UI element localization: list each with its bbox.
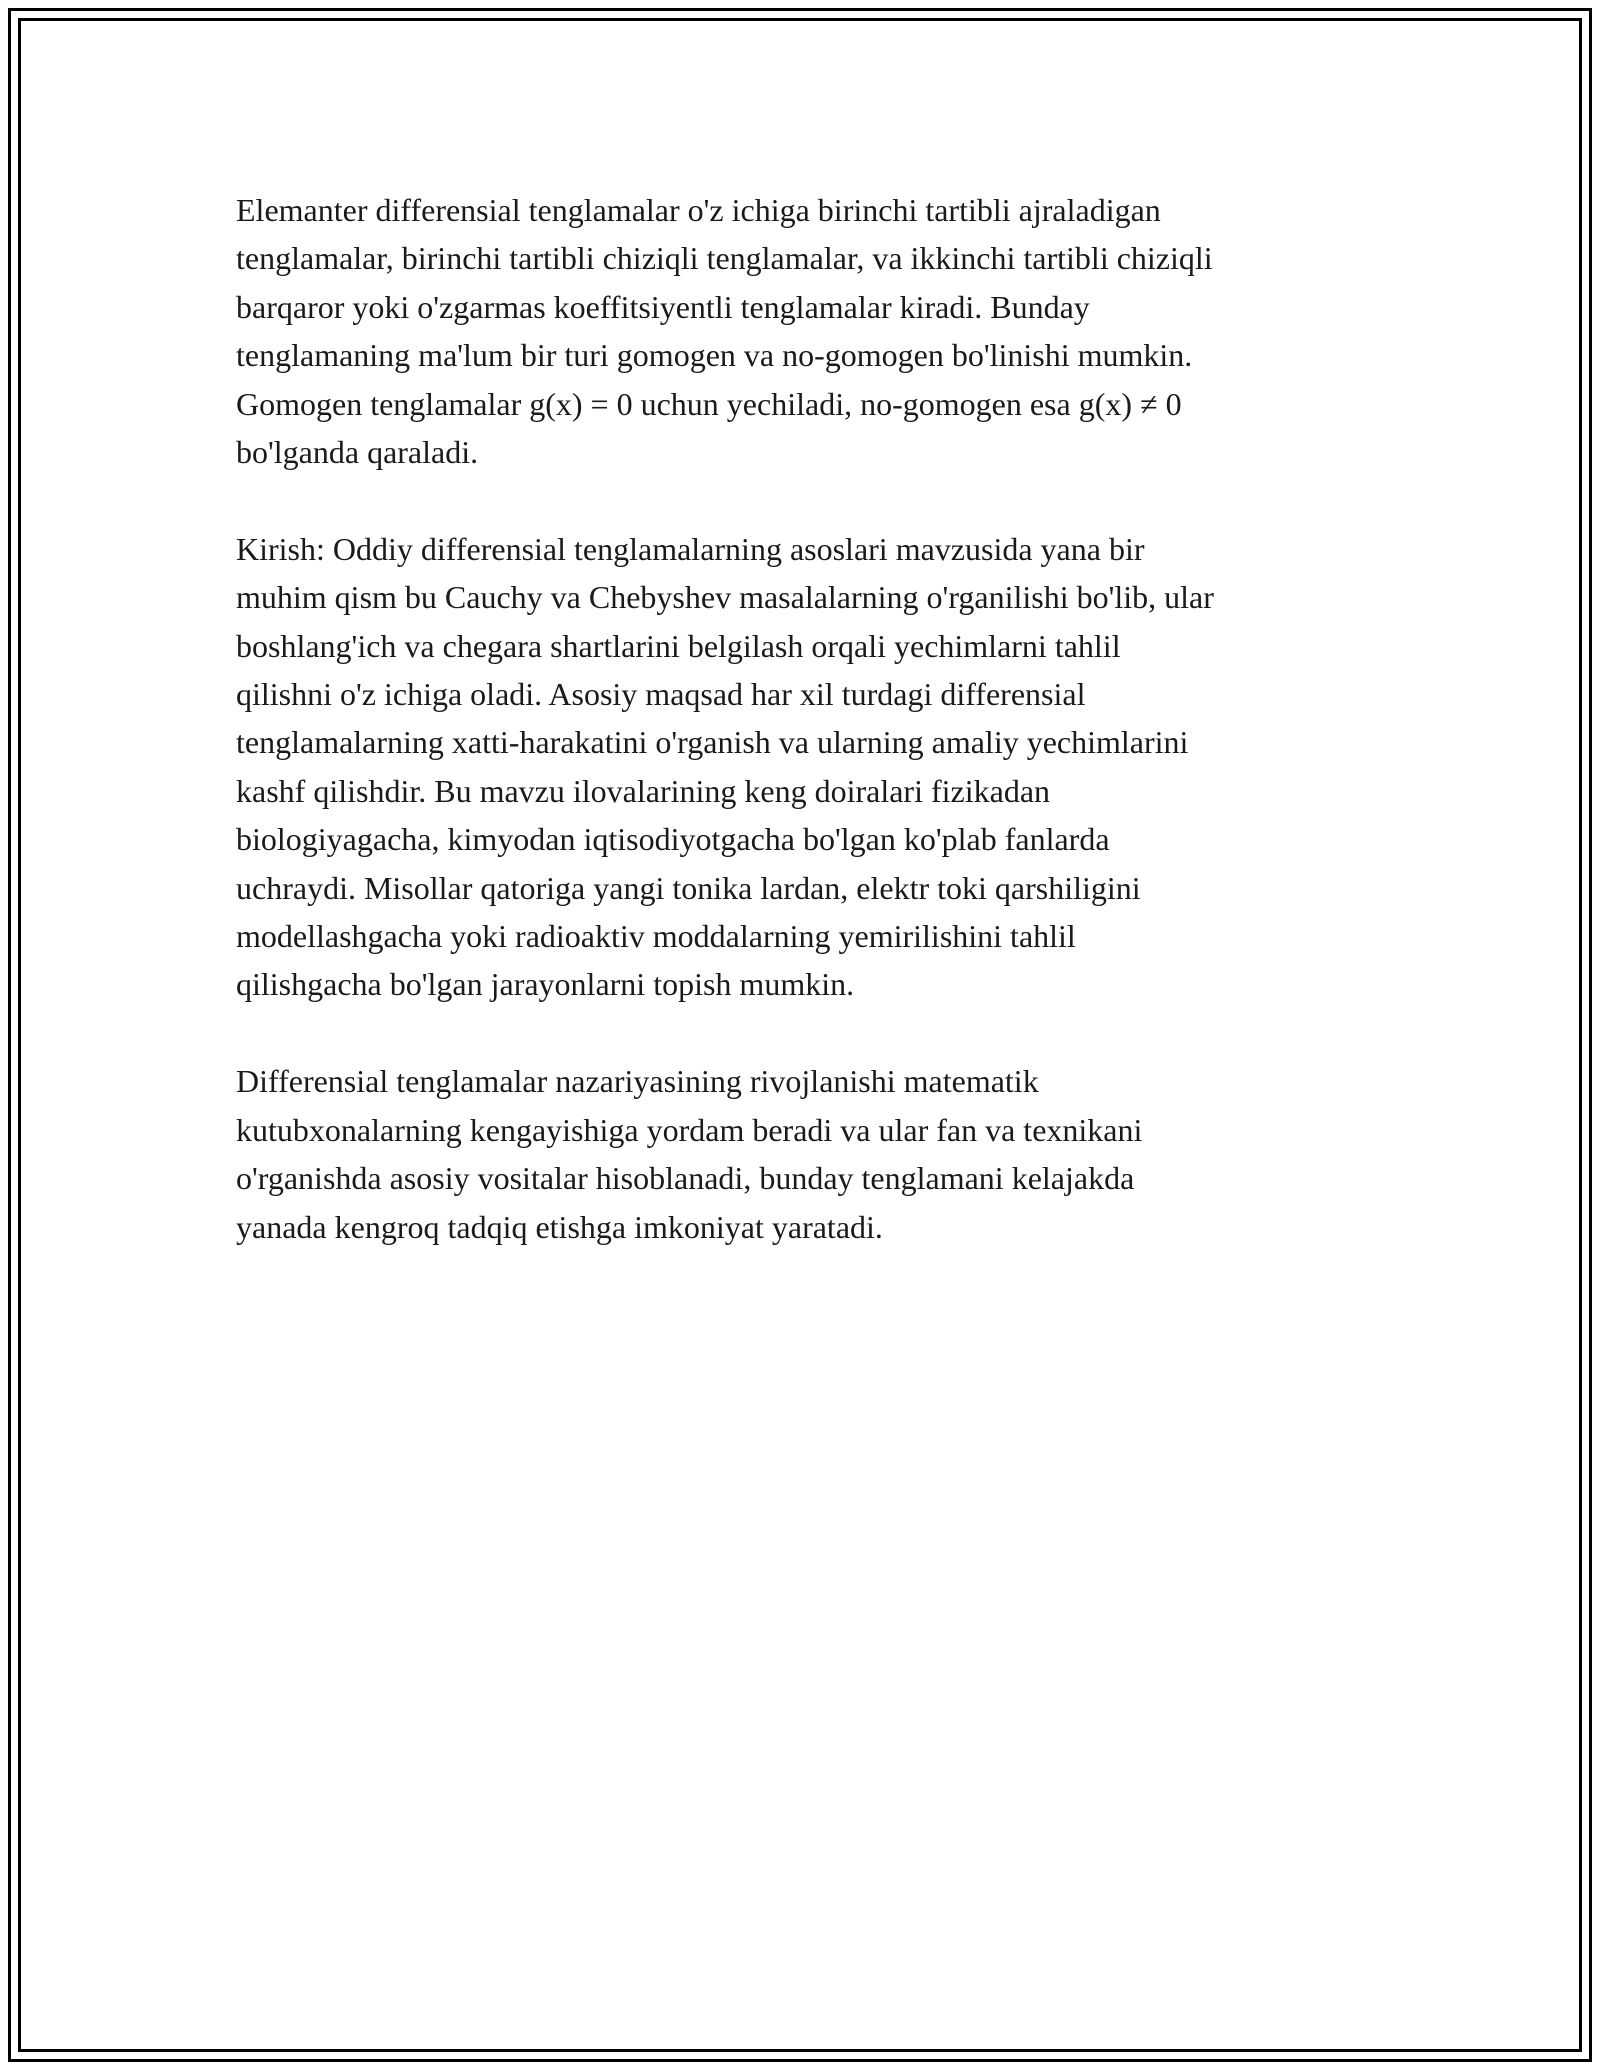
text-line: tenglamaning ma'lum bir turi gomogen va no-gomogen bo'linishi mumkin. <box>236 337 1193 374</box>
text-line: Elemanter differensial tenglamalar o'z ichiga birinchi tartibli ajraladigan <box>236 192 1161 228</box>
document-body <box>236 186 1386 1299</box>
text-line: Differensial tenglamalar nazariyasining rivojlanishi matematik <box>236 1063 1039 1100</box>
text-line: barqaror yoki o'zgarmas koeffitsiyentli tenglamalar kiradi. Bunday <box>236 288 1090 325</box>
text-line: qilishni o'z ichiga oladi. Asosiy maqsad har xil turdagi differensial <box>236 676 1086 713</box>
paragraph-introduction <box>236 525 1386 1009</box>
text-line: tenglamalarning xatti-harakatini o'rganish va ularning amaliy yechimlarini <box>236 724 1189 761</box>
text-line: qilishgacha bo'lgan jarayonlarni topish mumkin. <box>236 966 855 1003</box>
paragraph-theory-development <box>236 1057 1386 1251</box>
text-line: Kirish: Oddiy differensial tenglamalarning asoslari mavzusida yana bir <box>236 530 1145 567</box>
text-line: biologiyagacha, kimyodan iqtisodiyotgacha bo'lgan ko'plab fanlarda <box>236 821 1110 858</box>
text-line: kutubxonalarning kengayishiga yordam beradi va ular fan va texnikani <box>236 1111 1143 1148</box>
text-line: boshlang'ich va chegara shartlarini belgilash orqali yechimlarni tahlil <box>236 627 1121 664</box>
text-line: muhim qism bu Cauchy va Chebyshev masalalarning o'rganilishi bo'lib, ular <box>236 579 1214 616</box>
text-line: o'rganishda asosiy vositalar hisoblanadi, bunday tenglamani kelajakda <box>236 1160 1135 1197</box>
text-line: bo'lganda qaraladi. <box>236 434 479 471</box>
text-line: uchraydi. Misollar qatoriga yangi tonika lardan, elektr toki qarshiligini <box>236 869 1141 906</box>
text-line: yanada kengroq tadqiq etishga imkoniyat yaratadi. <box>236 1208 883 1245</box>
text-line: modellashgacha yoki radioaktiv moddalarning yemirilishini tahlil <box>236 918 1076 955</box>
text-line: Gomogen tenglamalar g(x) = 0 uchun yechiladi, no-gomogen esa g(x) ≠ 0 <box>236 385 1182 422</box>
paragraph-elementary-equations <box>236 186 1386 476</box>
text-line: kashf qilishdir. Bu mavzu ilovalarining keng doiralari fizikadan <box>236 772 1051 809</box>
text-line: tenglamalar, birinchi tartibli chiziqli tenglamalar, va ikkinchi tartibli chiziqli <box>236 240 1213 277</box>
